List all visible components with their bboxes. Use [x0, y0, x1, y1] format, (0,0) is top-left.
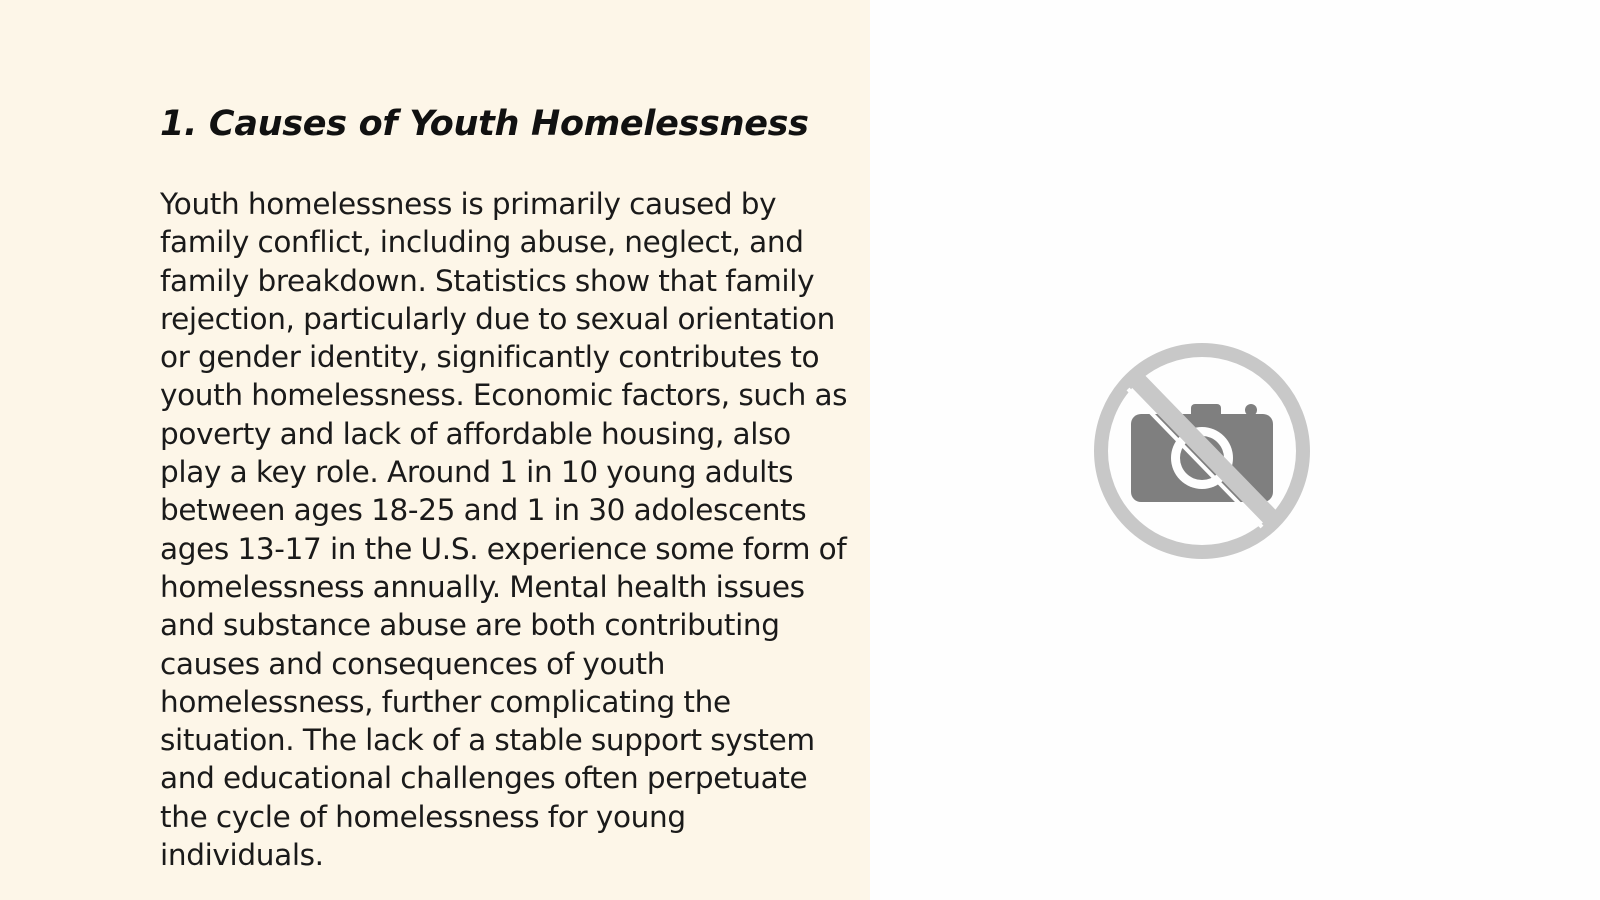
slide-heading: 1. Causes of Youth Homelessness	[160, 104, 809, 144]
slide-body-text: Youth homelessness is primarily caused by family conflict, including abuse, neglect, and family breakdown. Statistics show that family rejection, particularly due to sexual orientation or gender identity, significantly contributes to youth homelessness. Economic factors, such as poverty and lack of affordable housing, also play a key role. Around 1 in 10 young adults between ages 18-25 and 1 in 30 adolescents ages 13-17 in the U.S. experience some form of homelessness annually. Mental health issues and substance abuse are both contributing causes and consequences of youth homelessness, further complicating the situation. The lack of a stable support system and educational challenges often perpetuate the cycle of homelessness for young individuals.	[160, 187, 848, 873]
no-photo-icon	[1093, 342, 1311, 560]
